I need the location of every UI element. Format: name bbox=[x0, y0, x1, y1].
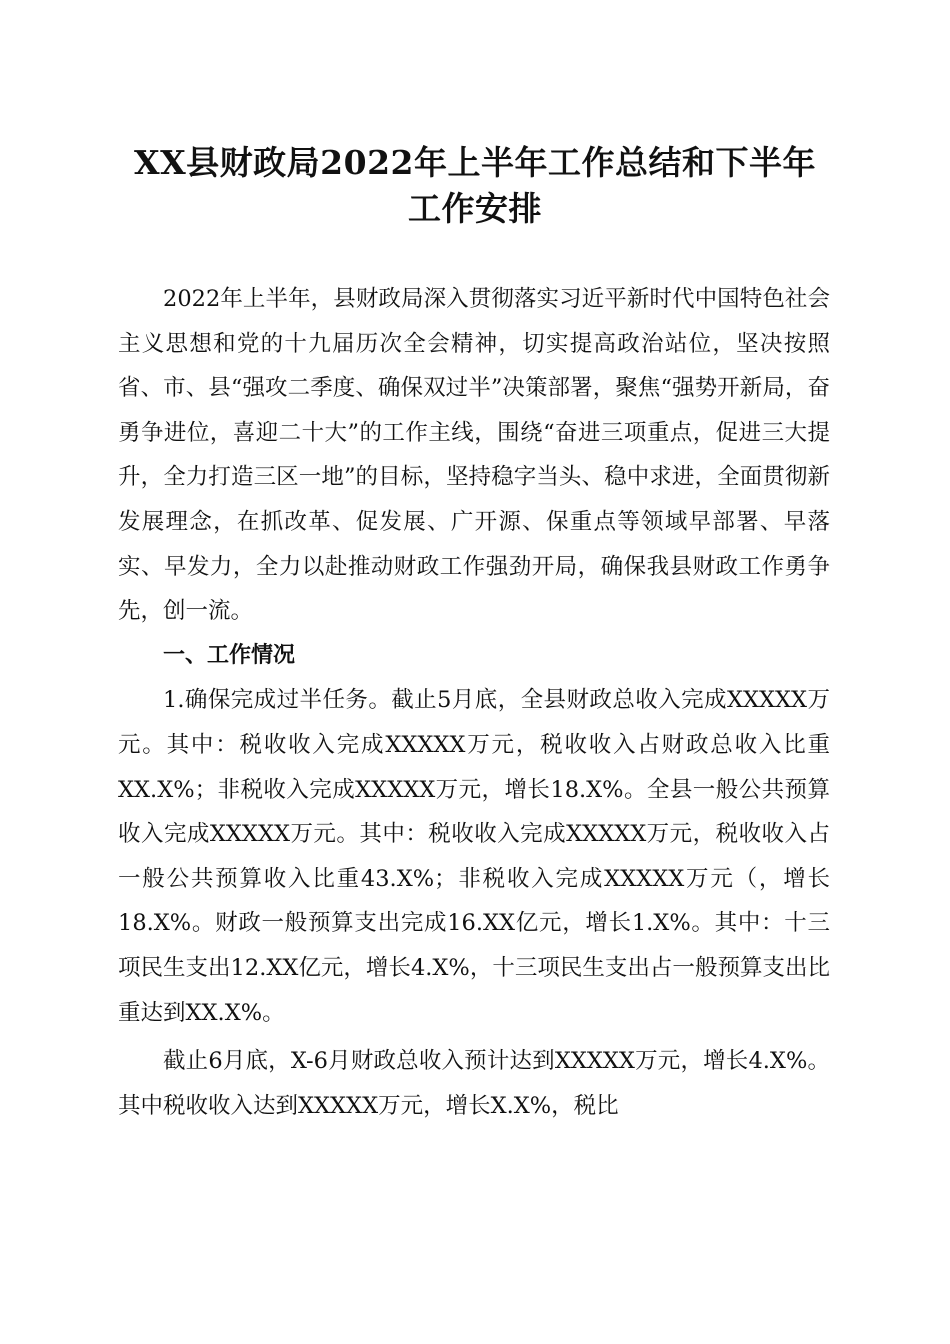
paragraph-june: 截止6月底，X-6月财政总收入预计达到XXXXX万元，增长4.X%。其中税收收入达到XXXXX万元，增长X.X%，税比 bbox=[118, 1048, 830, 1119]
title-line-1: XX县财政局2022年上半年工作总结和下半年 bbox=[133, 143, 817, 182]
document-body bbox=[118, 277, 830, 1128]
section-heading: 一、工作情况 bbox=[163, 642, 296, 668]
paragraph-item-1: 1.确保完成过半任务。截止5月底，全县财政总收入完成XXXXX万元。其中：税收收入完成XXXXX万元，税收收入占财政总收入比重XX.X%；非税收入完成XXXXX万元，增长18.X%。全县一般公共预算收入完成XXXXX万元。其中：税收收入完成XXXXX万元，税收收入占一般公共预算收入比重43.X%；非税收入完成XXXXX万元（，增长18.X%。财政一般预算支出完成16.XX亿元，增长1.X%。其中：十三项民生支出12.XX亿元，增长4.X%，十三项民生支出占一般预算支出比重达到XX.X%。 bbox=[118, 687, 830, 1026]
title-line-2: 工作安排 bbox=[408, 189, 542, 228]
intro-paragraph: 2022年上半年，县财政局深入贯彻落实习近平新时代中国特色社会主义思想和党的十九届历次全会精神，切实提高政治站位，坚决按照省、市、县“强攻二季度、确保双过半”决策部署，聚焦“强势开新局，奋勇争进位，喜迎二十大”的工作主线，围绕“奋进三项重点，促进三大提升，全力打造三区一地”的目标，坚持稳字当头、稳中求进，全面贯彻新发展理念，在抓改革、促发展、广开源、保重点等领域早部署、早落实、早发力，全力以赴推动财政工作强劲开局，确保我县财政工作勇争先，创一流。 bbox=[118, 286, 830, 625]
document-title bbox=[95, 140, 855, 232]
